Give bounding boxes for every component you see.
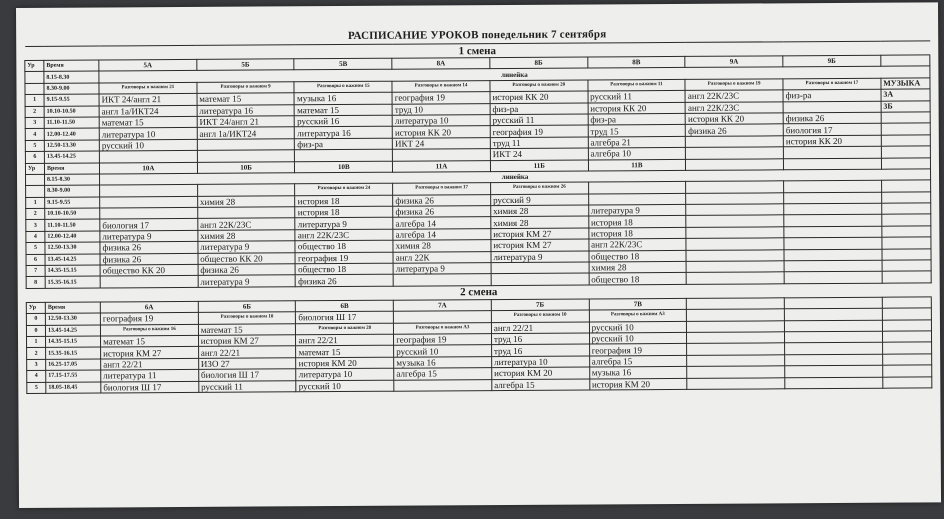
empty-cell — [26, 174, 45, 186]
lesson-number: 5 — [26, 243, 45, 255]
lesson-cell: ИКТ 24 — [392, 137, 490, 149]
lesson-cell: математ 15 — [101, 335, 199, 347]
empty-cell — [882, 308, 931, 320]
time-cell: 10.10-10.50 — [45, 208, 100, 220]
lesson-cell — [491, 273, 589, 285]
lesson-cell: ИЗО 27 — [198, 358, 296, 370]
empty-cell — [882, 297, 931, 309]
lesson-cell: биология Ш 17 — [198, 369, 296, 381]
time-cell: 12.00-12.40 — [45, 231, 100, 243]
talks-cell: Разговоры о важном 9 — [197, 82, 295, 94]
lesson-cell: литература 16 — [197, 104, 295, 116]
lesson-number: 0 — [26, 314, 45, 326]
lesson-cell: физика 26 — [393, 194, 491, 206]
empty-cell — [784, 237, 882, 249]
lesson-cell: история КК 20 — [490, 91, 588, 103]
lesson-cell: география 19 — [295, 252, 393, 264]
column-header: 11Б — [490, 160, 588, 172]
empty-cell — [784, 249, 882, 261]
column-header: Время — [44, 163, 99, 175]
talks-cell — [588, 182, 686, 194]
time-cell: 12.50-13.30 — [45, 313, 100, 325]
empty-cell — [882, 354, 931, 366]
empty-cell — [26, 186, 45, 198]
empty-cell — [686, 238, 784, 250]
lesson-cell: физика 26 — [686, 124, 784, 136]
talks-cell: Разговоры о важном 19 — [685, 79, 783, 91]
time-cell: 13.45-14.25 — [45, 254, 100, 266]
lesson-cell: общество 18 — [589, 273, 687, 285]
schedule-sheet — [16, 2, 941, 508]
empty-cell — [881, 157, 930, 169]
empty-cell — [881, 203, 930, 215]
empty-cell — [686, 272, 784, 284]
lesson-cell — [394, 311, 492, 323]
lineika-label: линейка — [99, 66, 930, 82]
lesson-cell: общество 18 — [589, 250, 687, 262]
lesson-cell: англ 22/21 — [491, 322, 589, 334]
column-header: Ур — [25, 60, 44, 72]
lesson-cell: Разговоры о важном 10 — [491, 310, 589, 322]
talks-cell: Разговоры о важном 11 — [588, 79, 686, 91]
lesson-cell: физика 26 — [100, 242, 198, 254]
time-cell: 16.25-17.05 — [46, 359, 101, 371]
column-header: 6Б — [198, 301, 296, 313]
lesson-cell: Разговоры о важном 16 — [100, 324, 198, 336]
lesson-cell: ИКТ 24/англ 21 — [99, 94, 197, 106]
time-cell: 9.15-9.55 — [44, 94, 99, 106]
lesson-cell: география 19 — [392, 92, 490, 104]
lesson-cell — [686, 136, 784, 148]
empty-cell — [881, 180, 930, 192]
lesson-cell: англ 22К/23С — [685, 101, 783, 113]
column-header: Время — [44, 60, 99, 72]
lesson-cell: алгебра 15 — [492, 379, 590, 391]
lesson-cell: физ-ра — [783, 89, 881, 101]
lesson-cell: литература 16 — [295, 127, 393, 139]
lesson-number: 1 — [27, 336, 46, 348]
page-title: РАСПИСАНИЕ УРОКОВ понедельник 7 сентября — [347, 28, 607, 42]
lesson-cell: Разговоры о важном 10 — [198, 312, 296, 324]
extra-cell: МУЗЫКА — [881, 78, 930, 90]
lesson-cell: русский 11 — [588, 91, 686, 103]
lesson-cell: литература 9 — [198, 241, 296, 253]
time-cell: 8.30-9.00 — [44, 83, 99, 95]
column-header: 9Б — [783, 55, 881, 67]
empty-cell — [784, 320, 882, 332]
column-header: Ур — [26, 302, 45, 314]
empty-cell — [882, 237, 931, 249]
lesson-cell: англ 22/21 — [101, 358, 199, 370]
lesson-cell: русский 9 — [491, 194, 589, 206]
lesson-cell: англ 22К/23С — [685, 90, 783, 102]
empty-cell — [783, 158, 881, 170]
lesson-cell: литература 9 — [491, 251, 589, 263]
lesson-cell: Разговоры о важном А3 — [394, 322, 492, 334]
lesson-cell: математ 15 — [99, 116, 197, 128]
lesson-number: 3 — [26, 220, 45, 232]
lesson-cell: физика 26 — [783, 112, 881, 124]
column-header: 6А — [100, 301, 198, 313]
empty-cell — [785, 343, 883, 355]
column-header: 7В — [589, 298, 687, 310]
extra-cell — [881, 123, 930, 135]
time-cell: 13.45-14.25 — [44, 151, 99, 163]
time-cell: 11.10-11.50 — [44, 117, 99, 129]
lesson-cell: алгебра 21 — [588, 136, 686, 148]
lesson-cell — [100, 196, 198, 208]
lesson-cell: география 19 — [100, 313, 198, 325]
empty-cell — [686, 204, 784, 216]
lesson-cell — [197, 150, 295, 162]
lesson-number: 2 — [26, 208, 45, 220]
empty-cell — [687, 343, 785, 355]
time-cell: 10.10-10.50 — [44, 106, 99, 118]
extra-cell — [881, 146, 930, 158]
column-header: 5А — [99, 59, 197, 71]
lesson-cell: англ 22К/23С — [198, 218, 296, 230]
lesson-number: 2 — [27, 348, 46, 360]
empty-cell — [883, 376, 932, 388]
lesson-cell: ИКТ 24/англ 21 — [197, 116, 295, 128]
lesson-number: 7 — [26, 265, 45, 277]
lesson-cell: общество КК 20 — [198, 252, 296, 264]
lesson-cell: химия 28 — [589, 261, 687, 273]
lesson-cell: ИКТ 24 — [490, 148, 588, 160]
time-cell: 12.00-12.40 — [44, 128, 99, 140]
empty-cell — [882, 320, 931, 332]
column-header: 10Б — [197, 161, 295, 173]
time-cell: 11.10-11.50 — [45, 219, 100, 231]
lesson-number: 6 — [26, 254, 45, 266]
lesson-cell — [491, 262, 589, 274]
lesson-cell: история КМ 27 — [101, 347, 199, 359]
empty-cell — [882, 271, 931, 283]
time-cell: 9.15-9.55 — [45, 197, 100, 209]
lesson-cell: литература 9 — [198, 275, 296, 287]
lesson-cell: литература 10 — [392, 115, 490, 127]
empty-cell — [882, 214, 931, 226]
lesson-cell: литература 10 — [492, 356, 590, 368]
empty-cell — [785, 331, 883, 343]
lesson-cell: алгебра 10 — [588, 148, 686, 160]
lesson-cell: русский 10 — [589, 332, 687, 344]
lesson-cell: литература 9 — [393, 263, 491, 275]
empty-cell — [784, 181, 882, 193]
empty-cell — [784, 226, 882, 238]
talks-cell: Разговоры о важном 15 — [294, 81, 392, 93]
lesson-cell: англ 22/21 — [296, 334, 394, 346]
empty-cell — [687, 332, 785, 344]
empty-cell — [784, 272, 882, 284]
empty-cell — [687, 366, 785, 378]
empty-cell — [686, 261, 784, 273]
lesson-number: 1 — [26, 197, 45, 209]
extra-cell: 3А — [881, 89, 930, 101]
lesson-cell: литература 10 — [296, 368, 394, 380]
time-cell: 15.35-16.15 — [46, 347, 101, 359]
column-header: 8А — [392, 58, 490, 70]
lesson-cell: история КМ 27 — [198, 335, 296, 347]
empty-cell — [881, 192, 930, 204]
lesson-cell: литература 9 — [588, 204, 686, 216]
lesson-cell: химия 28 — [491, 216, 589, 228]
lesson-cell: русский 10 — [589, 321, 687, 333]
column-header: 10А — [99, 162, 197, 174]
lesson-number: 5 — [27, 382, 46, 394]
lesson-cell: история 18 — [295, 206, 393, 218]
lesson-cell: общество КК 20 — [100, 264, 198, 276]
lesson-cell: физ-ра — [295, 138, 393, 150]
lesson-number: 3 — [25, 117, 44, 129]
lesson-cell: химия 28 — [197, 195, 295, 207]
lesson-cell: Разговоры о важном А3 — [589, 310, 687, 322]
lesson-cell: история КК 20 — [783, 135, 881, 147]
empty-cell — [687, 309, 785, 321]
lesson-cell — [99, 151, 197, 163]
lesson-cell: литература 9 — [100, 230, 198, 242]
column-header: 9А — [685, 56, 783, 68]
column-header: 5Б — [197, 59, 295, 71]
empty-cell — [882, 260, 931, 272]
lesson-cell — [588, 193, 686, 205]
lesson-cell: история КМ 20 — [296, 357, 394, 369]
lesson-cell: физика 26 — [393, 206, 491, 218]
lesson-cell — [197, 207, 295, 219]
lesson-cell: англ 22К — [393, 251, 491, 263]
lesson-cell: физика 26 — [100, 253, 198, 265]
lesson-cell: химия 28 — [198, 230, 296, 242]
column-header: 7А — [393, 299, 491, 311]
lesson-cell: труд 16 — [491, 344, 589, 356]
lesson-cell: биология Ш 17 — [101, 381, 199, 393]
lesson-cell: география 19 — [589, 344, 687, 356]
extra-cell: 3Б — [881, 100, 930, 112]
lesson-cell: география 19 — [394, 334, 492, 346]
empty-cell — [686, 249, 784, 261]
lesson-cell: труд 15 — [588, 125, 686, 137]
lesson-cell: русский 10 — [99, 139, 197, 151]
lesson-cell: литература 10 — [99, 128, 197, 140]
talks-cell: Разговоры о важном 24 — [295, 183, 393, 195]
lesson-cell: русский 10 — [296, 380, 394, 392]
lesson-cell: Разговоры о важном 28 — [296, 323, 394, 335]
talks-cell — [100, 185, 198, 197]
empty-cell — [784, 308, 882, 320]
lesson-cell: история КК 20 — [392, 126, 490, 138]
lesson-cell: история КМ 27 — [491, 228, 589, 240]
empty-cell — [785, 365, 883, 377]
empty-cell — [882, 249, 931, 261]
empty-cell — [783, 101, 881, 113]
column-header: 7Б — [491, 299, 589, 311]
time-cell: 8.15-8.30 — [45, 174, 100, 186]
lesson-cell: история 18 — [295, 195, 393, 207]
lesson-cell: физ-ра — [490, 103, 588, 115]
time-cell: 8.15-8.30 — [44, 71, 99, 83]
empty-cell — [686, 215, 784, 227]
empty-cell — [882, 365, 931, 377]
time-cell: 18.05-18.45 — [46, 382, 101, 394]
lesson-cell — [393, 149, 491, 161]
lesson-number: 5 — [25, 140, 44, 152]
lesson-number: 3 — [27, 359, 46, 371]
column-header: 10В — [295, 161, 393, 173]
talks-cell: Разговоры о важном 17 — [393, 183, 491, 195]
extra-cell — [881, 135, 930, 147]
time-cell: 17.15-17.55 — [46, 370, 101, 382]
empty-cell — [882, 331, 931, 343]
lesson-cell: история КК 20 — [685, 113, 783, 125]
column-header: 8В — [587, 56, 685, 68]
empty-cell — [784, 203, 882, 215]
time-cell: 14.35-15.15 — [45, 265, 100, 277]
empty-cell — [686, 158, 784, 170]
lesson-cell: биология 17 — [100, 219, 198, 231]
lesson-number: 4 — [27, 370, 46, 382]
lesson-cell: история КК 20 — [588, 102, 686, 114]
empty-cell — [687, 298, 785, 310]
lesson-cell: химия 28 — [393, 240, 491, 252]
lesson-cell: физика 26 — [296, 275, 394, 287]
time-cell: 12.50-13.30 — [44, 140, 99, 152]
lesson-cell: русский 10 — [394, 345, 492, 357]
empty-cell — [882, 342, 931, 354]
lesson-cell: англ 22К/23С — [589, 239, 687, 251]
lesson-number: 2 — [25, 106, 44, 118]
lesson-cell: география 19 — [490, 125, 588, 137]
column-header: 11А — [393, 160, 491, 172]
lesson-cell — [783, 146, 881, 158]
lesson-number: 8 — [26, 277, 45, 289]
column-header: 6В — [296, 300, 394, 312]
lesson-number: 6 — [25, 151, 44, 163]
talks-cell — [197, 184, 295, 196]
empty-cell — [687, 320, 785, 332]
empty-cell — [785, 377, 883, 389]
lesson-cell: труд 10 — [392, 103, 490, 115]
talks-cell: Разговоры о важном 26 — [490, 182, 588, 194]
lesson-cell: музыка 16 — [589, 367, 687, 379]
lesson-cell: биология Ш 17 — [296, 311, 394, 323]
empty-cell — [784, 192, 882, 204]
lesson-cell — [393, 274, 491, 286]
lesson-cell — [686, 147, 784, 159]
lesson-cell: история КМ 27 — [491, 239, 589, 251]
time-cell: 8.30-9.00 — [45, 185, 100, 197]
empty-cell — [881, 55, 930, 67]
talks-cell: Разговоры о важном 17 — [783, 78, 881, 90]
lesson-cell: математ 15 — [295, 104, 393, 116]
empty-cell — [687, 377, 785, 389]
lesson-number: 0 — [26, 325, 45, 337]
empty-cell — [882, 226, 931, 238]
talks-cell: Разговоры о важном 21 — [99, 82, 197, 94]
talks-cell: Разговоры о важном 20 — [490, 80, 588, 92]
lesson-cell: англ 22К/23С — [295, 229, 393, 241]
lesson-cell: общество 18 — [296, 263, 394, 275]
lesson-cell: общество 18 — [295, 240, 393, 252]
shift-label: 1 смена — [25, 41, 930, 61]
lesson-cell — [197, 139, 295, 151]
lesson-cell: русский 11 — [199, 380, 297, 392]
lesson-cell: история 18 — [588, 227, 686, 239]
extra-cell — [881, 112, 930, 124]
lesson-cell: математ 15 — [198, 323, 296, 335]
lesson-cell — [100, 276, 198, 288]
empty-cell — [785, 354, 883, 366]
lesson-cell: математ 15 — [197, 93, 295, 105]
lesson-cell — [100, 207, 198, 219]
time-cell: 15.35-16.15 — [45, 276, 100, 288]
talks-cell: Разговоры о важном 14 — [392, 80, 490, 92]
empty-cell — [25, 83, 44, 95]
lesson-cell: музыка 16 — [394, 356, 492, 368]
lesson-cell: химия 28 — [491, 205, 589, 217]
lesson-cell: история КМ 20 — [492, 367, 590, 379]
column-header: Время — [45, 302, 100, 314]
lesson-cell — [295, 149, 393, 161]
time-cell: 13.45-14.25 — [45, 325, 100, 337]
lesson-number: 4 — [26, 231, 45, 243]
lesson-cell: физика 26 — [198, 264, 296, 276]
time-cell: 12.50-13.30 — [45, 242, 100, 254]
lesson-cell: музыка 16 — [294, 92, 392, 104]
lesson-cell: литература 11 — [101, 370, 199, 382]
empty-cell — [686, 193, 784, 205]
lesson-cell: история КМ 20 — [589, 378, 687, 390]
lesson-cell: англ 1а/ИКТ24 — [99, 105, 197, 117]
empty-cell — [25, 72, 44, 84]
lesson-cell: алгебра 15 — [394, 368, 492, 380]
lesson-cell: математ 15 — [296, 346, 394, 358]
empty-cell — [687, 355, 785, 367]
lesson-cell: физ-ра — [588, 113, 686, 125]
schedule-table — [24, 40, 932, 393]
empty-cell — [686, 227, 784, 239]
lesson-cell: англ 22/21 — [198, 346, 296, 358]
empty-cell — [784, 297, 882, 309]
lesson-cell: биология 17 — [783, 124, 881, 136]
shift-label: 2 смена — [26, 283, 931, 303]
lesson-cell: литература 9 — [295, 218, 393, 230]
lesson-cell: англ 1а/ИКТ24 — [197, 127, 295, 139]
empty-cell — [784, 215, 882, 227]
time-cell: 14.35-15.15 — [46, 336, 101, 348]
lesson-cell: труд 16 — [491, 333, 589, 345]
lesson-cell: труд 11 — [490, 137, 588, 149]
lesson-cell: алгебра 15 — [589, 355, 687, 367]
lesson-cell: история 18 — [588, 216, 686, 228]
lineika-label: линейка — [100, 169, 931, 185]
lesson-cell: русский 11 — [490, 114, 588, 126]
lesson-cell: алгебра 14 — [393, 217, 491, 229]
lesson-cell: русский 16 — [295, 115, 393, 127]
empty-cell — [784, 260, 882, 272]
empty-cell — [686, 181, 784, 193]
column-header: 5В — [294, 58, 392, 70]
lesson-cell — [394, 379, 492, 391]
column-header: 11В — [588, 159, 686, 171]
column-header: 8Б — [490, 57, 588, 69]
column-header: Ур — [25, 163, 44, 175]
lesson-number: 1 — [25, 95, 44, 107]
lesson-number: 4 — [25, 129, 44, 141]
lesson-cell: алгебра 14 — [393, 228, 491, 240]
